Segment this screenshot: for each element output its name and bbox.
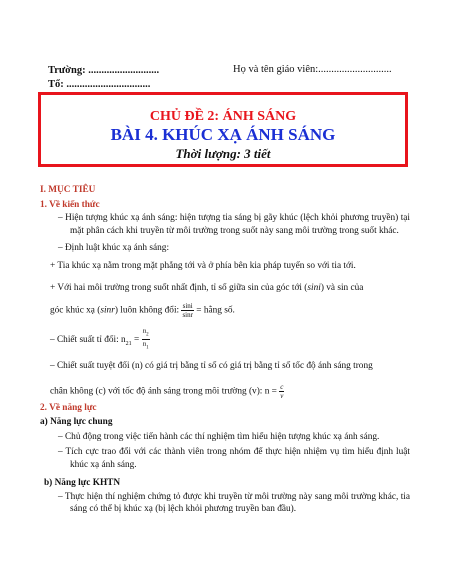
refractive-ratio-fraction [142, 327, 150, 353]
topic-title: CHỦ ĐỀ 2: ÁNH SÁNG [149, 109, 297, 124]
subscript: 1 [146, 345, 149, 351]
fraction-denominator: sinr [182, 310, 193, 319]
general-item-2: – Tích cực trao đổi với các thành viên trong nhóm để thực hiện nhiệm vụ tìm hiểu định luật khúc xạ ánh sáng. [58, 447, 410, 470]
section-heading: I. MỤC TIÊU [40, 185, 96, 195]
text: ) luôn không đổi: [114, 305, 180, 316]
n2: n [142, 326, 147, 335]
text: = hằng số. [196, 305, 235, 316]
law-point-2 [40, 282, 410, 295]
text: – Chiết suất tỉ đối: n [50, 334, 126, 345]
text: + Với hai môi trường trong suốt nhất định, tỉ số giữa sin của góc tới ( [50, 283, 308, 293]
sini-term: sini [307, 283, 321, 293]
group-field: Tổ: ................................ [48, 79, 151, 90]
law-point-1: + Tia khúc xạ nằm trong mặt phẳng tới và ở phía bên kia pháp tuyến so với tia tới. [50, 260, 356, 271]
general-capacity-heading: a) Năng lực chung [40, 417, 113, 428]
khtn-heading: b) Năng lực KHTN [44, 478, 121, 489]
title-box [38, 92, 408, 167]
speed-ratio-fraction [279, 383, 284, 400]
subscript: 2 [146, 331, 149, 337]
school-field: Trường: ........................... [48, 65, 160, 76]
document-body [40, 184, 410, 516]
knowledge-item-4-cont [40, 383, 410, 400]
sinr-term: sinr [100, 305, 115, 316]
fraction-numerator: sini [182, 301, 193, 310]
subscript: 21 [125, 340, 132, 347]
n1: n [142, 339, 147, 348]
knowledge-item-3 [40, 327, 410, 353]
general-item-1: – Chủ động trong việc tiến hành các thí nghiệm tìm hiểu hiện tượng khúc xạ ánh sáng. [58, 431, 380, 442]
text: ) và sin của [320, 283, 364, 293]
capacity-heading: 2. Về năng lực [40, 402, 97, 413]
khtn-item-1: – Thực hiện thí nghiệm chứng tỏ được khi truyền từ môi trường này sang môi trường khác, tia sáng có thể bị khúc xạ (bị lệch khỏi phương truyền ban đầu). [58, 491, 410, 515]
law-point-2-cont [40, 302, 410, 319]
knowledge-item-2: – Định luật khúc xạ ánh sáng: [58, 243, 170, 253]
document-header [48, 64, 392, 92]
sin-ratio-fraction [181, 302, 194, 319]
lesson-title: BÀI 4. KHÚC XẠ ÁNH SÁNG [110, 125, 336, 144]
duration: Thời lượng: 3 tiết [175, 146, 271, 161]
knowledge-item-1: – Hiện tượng khúc xạ ánh sáng: hiện tượng tia sáng bị gãy khúc (lệch khỏi phương truyền) tại mặt phân cách khi truyền từ môi trường trong suốt này sang môi trường trong suốt khác. [58, 213, 410, 236]
text: góc khúc xạ ( [50, 305, 101, 316]
c: c [280, 382, 284, 391]
teacher-field: Họ và tên giáo viên:............................ [233, 64, 392, 75]
v: v [280, 391, 284, 400]
text: = [131, 334, 140, 345]
knowledge-item-4: – Chiết suất tuyệt đối (n) có giá trị bằng tỉ số có giá trị bằng tỉ số tốc độ ánh sáng trong [50, 361, 373, 372]
knowledge-heading: 1. Về kiến thức [40, 199, 100, 210]
text: chân không (c) với tốc độ ánh sáng trong môi trường (v): n = [50, 386, 277, 397]
